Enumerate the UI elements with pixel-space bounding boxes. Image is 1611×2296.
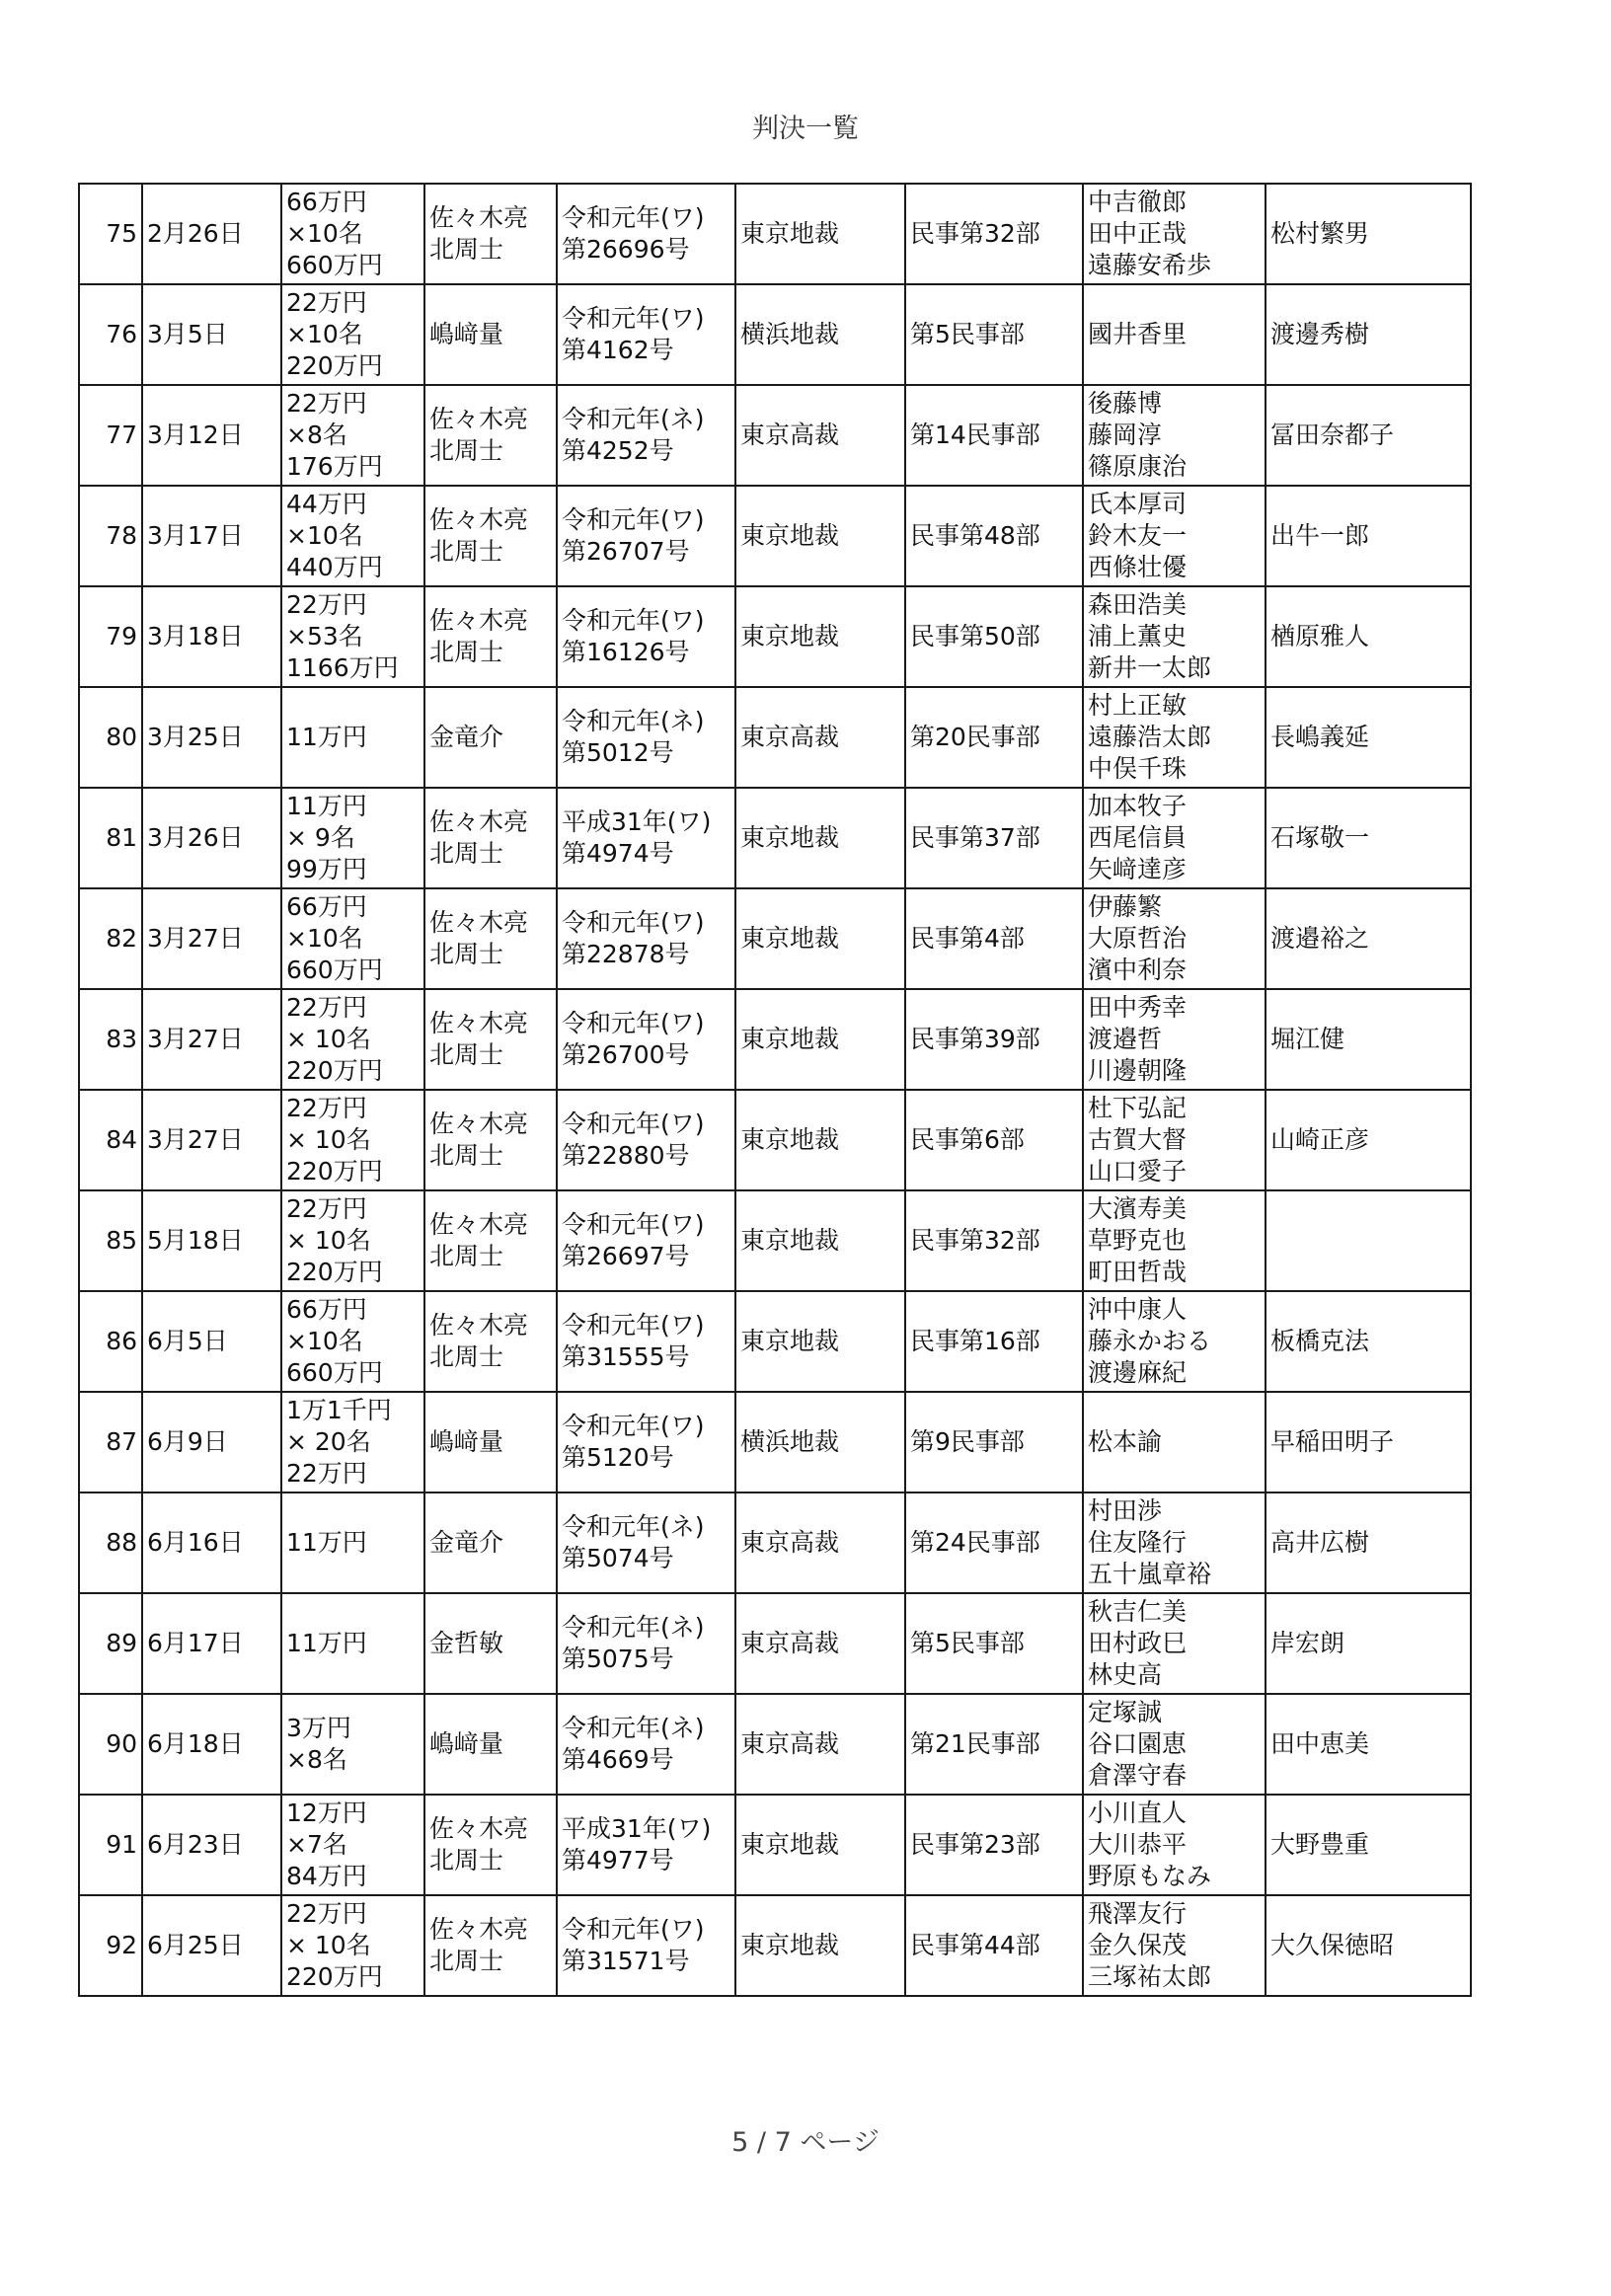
person-cell: 大野豊重 bbox=[1266, 1795, 1471, 1895]
division-cell: 第5民事部 bbox=[905, 1593, 1083, 1694]
attorney-cell: 佐々木亮 北周士 bbox=[424, 486, 557, 586]
table-row bbox=[79, 1593, 1471, 1694]
case-number-cell: 令和元年(ワ) 第26697号 bbox=[557, 1190, 735, 1291]
amount-cell: 22万円 ×53名 1166万円 bbox=[281, 586, 424, 687]
court-cell: 東京高裁 bbox=[735, 1694, 905, 1795]
table-row bbox=[79, 687, 1471, 788]
judges-cell: 森田浩美 浦上薫史 新井一太郎 bbox=[1083, 586, 1266, 687]
person-cell: 大久保徳昭 bbox=[1266, 1895, 1471, 1996]
row-number-cell: 75 bbox=[79, 184, 142, 284]
case-number-cell: 令和元年(ワ) 第26696号 bbox=[557, 184, 735, 284]
row-number-cell: 90 bbox=[79, 1694, 142, 1795]
amount-cell: 11万円 bbox=[281, 1492, 424, 1593]
row-number-cell: 81 bbox=[79, 788, 142, 888]
amount-cell: 22万円 ×8名 176万円 bbox=[281, 385, 424, 486]
court-cell: 東京地裁 bbox=[735, 888, 905, 989]
date-cell: 6月16日 bbox=[142, 1492, 281, 1593]
date-cell: 3月26日 bbox=[142, 788, 281, 888]
date-cell: 3月27日 bbox=[142, 989, 281, 1090]
amount-cell: 22万円 ×10名 220万円 bbox=[281, 284, 424, 385]
division-cell: 第20民事部 bbox=[905, 687, 1083, 788]
division-cell: 民事第37部 bbox=[905, 788, 1083, 888]
table-row bbox=[79, 184, 1471, 284]
division-cell: 第24民事部 bbox=[905, 1492, 1083, 1593]
table-row bbox=[79, 1190, 1471, 1291]
date-cell: 6月5日 bbox=[142, 1291, 281, 1392]
amount-cell: 1万1千円 × 20名 22万円 bbox=[281, 1392, 424, 1492]
attorney-cell: 佐々木亮 北周士 bbox=[424, 788, 557, 888]
judges-cell: 村田渉 住友隆行 五十嵐章裕 bbox=[1083, 1492, 1266, 1593]
judges-cell: 大濱寿美 草野克也 町田哲哉 bbox=[1083, 1190, 1266, 1291]
person-cell: 冨田奈都子 bbox=[1266, 385, 1471, 486]
court-cell: 東京地裁 bbox=[735, 486, 905, 586]
person-cell: 山崎正彦 bbox=[1266, 1090, 1471, 1190]
date-cell: 3月12日 bbox=[142, 385, 281, 486]
court-cell: 東京地裁 bbox=[735, 1291, 905, 1392]
division-cell: 民事第32部 bbox=[905, 1190, 1083, 1291]
court-cell: 東京地裁 bbox=[735, 1795, 905, 1895]
court-cell: 東京地裁 bbox=[735, 989, 905, 1090]
court-cell: 東京地裁 bbox=[735, 1090, 905, 1190]
person-cell: 堀江健 bbox=[1266, 989, 1471, 1090]
case-number-cell: 令和元年(ワ) 第31555号 bbox=[557, 1291, 735, 1392]
amount-cell: 66万円 ×10名 660万円 bbox=[281, 184, 424, 284]
court-cell: 東京地裁 bbox=[735, 586, 905, 687]
case-number-cell: 令和元年(ワ) 第22878号 bbox=[557, 888, 735, 989]
judges-cell: 沖中康人 藤永かおる 渡邊麻紀 bbox=[1083, 1291, 1266, 1392]
court-cell: 東京高裁 bbox=[735, 687, 905, 788]
row-number-cell: 85 bbox=[79, 1190, 142, 1291]
attorney-cell: 佐々木亮 北周士 bbox=[424, 1190, 557, 1291]
date-cell: 6月18日 bbox=[142, 1694, 281, 1795]
amount-cell: 22万円 × 10名 220万円 bbox=[281, 1190, 424, 1291]
date-cell: 3月27日 bbox=[142, 888, 281, 989]
table-row bbox=[79, 989, 1471, 1090]
attorney-cell: 佐々木亮 北周士 bbox=[424, 1291, 557, 1392]
division-cell: 民事第16部 bbox=[905, 1291, 1083, 1392]
attorney-cell: 佐々木亮 北周士 bbox=[424, 586, 557, 687]
row-number-cell: 76 bbox=[79, 284, 142, 385]
person-cell: 渡邊秀樹 bbox=[1266, 284, 1471, 385]
division-cell: 第9民事部 bbox=[905, 1392, 1083, 1492]
court-cell: 東京地裁 bbox=[735, 1190, 905, 1291]
attorney-cell: 佐々木亮 北周士 bbox=[424, 888, 557, 989]
judges-cell: 中吉徹郎 田中正哉 遠藤安希歩 bbox=[1083, 184, 1266, 284]
row-number-cell: 83 bbox=[79, 989, 142, 1090]
row-number-cell: 77 bbox=[79, 385, 142, 486]
case-number-cell: 令和元年(ネ) 第5012号 bbox=[557, 687, 735, 788]
table-row bbox=[79, 1392, 1471, 1492]
table-row bbox=[79, 385, 1471, 486]
case-number-cell: 令和元年(ネ) 第5075号 bbox=[557, 1593, 735, 1694]
amount-cell: 12万円 ×7名 84万円 bbox=[281, 1795, 424, 1895]
attorney-cell: 嶋﨑量 bbox=[424, 1694, 557, 1795]
case-number-cell: 令和元年(ワ) 第31571号 bbox=[557, 1895, 735, 1996]
amount-cell: 11万円 × 9名 99万円 bbox=[281, 788, 424, 888]
case-number-cell: 令和元年(ネ) 第4252号 bbox=[557, 385, 735, 486]
case-number-cell: 令和元年(ネ) 第4669号 bbox=[557, 1694, 735, 1795]
person-cell bbox=[1266, 1190, 1471, 1291]
table-row bbox=[79, 1291, 1471, 1392]
amount-cell: 66万円 ×10名 660万円 bbox=[281, 1291, 424, 1392]
case-number-cell: 令和元年(ネ) 第5074号 bbox=[557, 1492, 735, 1593]
judges-cell: 杜下弘記 古賀大督 山口愛子 bbox=[1083, 1090, 1266, 1190]
person-cell: 田中恵美 bbox=[1266, 1694, 1471, 1795]
person-cell: 早稲田明子 bbox=[1266, 1392, 1471, 1492]
attorney-cell: 嶋﨑量 bbox=[424, 1392, 557, 1492]
attorney-cell: 嶋﨑量 bbox=[424, 284, 557, 385]
date-cell: 6月9日 bbox=[142, 1392, 281, 1492]
amount-cell: 22万円 × 10名 220万円 bbox=[281, 989, 424, 1090]
division-cell: 民事第44部 bbox=[905, 1895, 1083, 1996]
date-cell: 3月25日 bbox=[142, 687, 281, 788]
court-cell: 東京地裁 bbox=[735, 788, 905, 888]
table-row bbox=[79, 788, 1471, 888]
row-number-cell: 89 bbox=[79, 1593, 142, 1694]
person-cell: 楢原雅人 bbox=[1266, 586, 1471, 687]
date-cell: 2月26日 bbox=[142, 184, 281, 284]
division-cell: 民事第39部 bbox=[905, 989, 1083, 1090]
attorney-cell: 佐々木亮 北周士 bbox=[424, 385, 557, 486]
row-number-cell: 78 bbox=[79, 486, 142, 586]
page-title: 判決一覧 bbox=[752, 114, 859, 144]
case-number-cell: 平成31年(ワ) 第4977号 bbox=[557, 1795, 735, 1895]
division-cell: 第14民事部 bbox=[905, 385, 1083, 486]
table-row bbox=[79, 1090, 1471, 1190]
division-cell: 民事第50部 bbox=[905, 586, 1083, 687]
attorney-cell: 佐々木亮 北周士 bbox=[424, 1795, 557, 1895]
amount-cell: 22万円 × 10名 220万円 bbox=[281, 1895, 424, 1996]
judges-cell: 後藤博 藤岡淳 篠原康治 bbox=[1083, 385, 1266, 486]
person-cell: 松村繁男 bbox=[1266, 184, 1471, 284]
date-cell: 3月18日 bbox=[142, 586, 281, 687]
row-number-cell: 88 bbox=[79, 1492, 142, 1593]
court-cell: 東京高裁 bbox=[735, 1492, 905, 1593]
row-number-cell: 80 bbox=[79, 687, 142, 788]
table-row bbox=[79, 1795, 1471, 1895]
table-row bbox=[79, 1895, 1471, 1996]
person-cell: 出牛一郎 bbox=[1266, 486, 1471, 586]
court-cell: 東京地裁 bbox=[735, 184, 905, 284]
table-row bbox=[79, 284, 1471, 385]
date-cell: 5月18日 bbox=[142, 1190, 281, 1291]
case-number-cell: 令和元年(ワ) 第4162号 bbox=[557, 284, 735, 385]
judges-cell: 伊藤繁 大原哲治 濱中利奈 bbox=[1083, 888, 1266, 989]
row-number-cell: 87 bbox=[79, 1392, 142, 1492]
amount-cell: 66万円 ×10名 660万円 bbox=[281, 888, 424, 989]
date-cell: 6月17日 bbox=[142, 1593, 281, 1694]
attorney-cell: 金哲敏 bbox=[424, 1593, 557, 1694]
amount-cell: 22万円 × 10名 220万円 bbox=[281, 1090, 424, 1190]
person-cell: 渡邉裕之 bbox=[1266, 888, 1471, 989]
table-row bbox=[79, 888, 1471, 989]
person-cell: 岸宏朗 bbox=[1266, 1593, 1471, 1694]
division-cell: 民事第4部 bbox=[905, 888, 1083, 989]
attorney-cell: 佐々木亮 北周士 bbox=[424, 989, 557, 1090]
case-number-cell: 令和元年(ワ) 第5120号 bbox=[557, 1392, 735, 1492]
judges-cell: 加本牧子 西尾信員 矢﨑達彦 bbox=[1083, 788, 1266, 888]
date-cell: 6月25日 bbox=[142, 1895, 281, 1996]
amount-cell: 3万円 ×8名 bbox=[281, 1694, 424, 1795]
case-number-cell: 令和元年(ワ) 第26700号 bbox=[557, 989, 735, 1090]
table-body bbox=[79, 184, 1471, 1996]
division-cell: 第5民事部 bbox=[905, 284, 1083, 385]
row-number-cell: 92 bbox=[79, 1895, 142, 1996]
judges-cell: 定塚誠 谷口園恵 倉澤守春 bbox=[1083, 1694, 1266, 1795]
table-row bbox=[79, 586, 1471, 687]
page-number: 5 / 7 ページ bbox=[731, 2127, 880, 2158]
case-number-cell: 令和元年(ワ) 第16126号 bbox=[557, 586, 735, 687]
judges-cell: 田中秀幸 渡邉哲 川邊朝隆 bbox=[1083, 989, 1266, 1090]
row-number-cell: 84 bbox=[79, 1090, 142, 1190]
row-number-cell: 86 bbox=[79, 1291, 142, 1392]
attorney-cell: 佐々木亮 北周士 bbox=[424, 1895, 557, 1996]
attorney-cell: 金竜介 bbox=[424, 687, 557, 788]
table-row bbox=[79, 1492, 1471, 1593]
amount-cell: 11万円 bbox=[281, 687, 424, 788]
case-number-cell: 平成31年(ワ) 第4974号 bbox=[557, 788, 735, 888]
judges-cell: 村上正敏 遠藤浩太郎 中俣千珠 bbox=[1083, 687, 1266, 788]
court-cell: 東京高裁 bbox=[735, 1593, 905, 1694]
court-cell: 東京地裁 bbox=[735, 1895, 905, 1996]
judges-cell: 小川直人 大川恭平 野原もなみ bbox=[1083, 1795, 1266, 1895]
table-row bbox=[79, 1694, 1471, 1795]
court-cell: 東京高裁 bbox=[735, 385, 905, 486]
row-number-cell: 79 bbox=[79, 586, 142, 687]
amount-cell: 44万円 ×10名 440万円 bbox=[281, 486, 424, 586]
division-cell: 民事第23部 bbox=[905, 1795, 1083, 1895]
attorney-cell: 佐々木亮 北周士 bbox=[424, 1090, 557, 1190]
judges-cell: 松本諭 bbox=[1083, 1392, 1266, 1492]
judges-cell: 飛澤友行 金久保茂 三塚祐太郎 bbox=[1083, 1895, 1266, 1996]
case-number-cell: 令和元年(ワ) 第26707号 bbox=[557, 486, 735, 586]
division-cell: 民事第32部 bbox=[905, 184, 1083, 284]
division-cell: 第21民事部 bbox=[905, 1694, 1083, 1795]
date-cell: 6月23日 bbox=[142, 1795, 281, 1895]
attorney-cell: 金竜介 bbox=[424, 1492, 557, 1593]
person-cell: 高井広樹 bbox=[1266, 1492, 1471, 1593]
court-cell: 横浜地裁 bbox=[735, 284, 905, 385]
rulings-table bbox=[78, 183, 1472, 1997]
person-cell: 長嶋義延 bbox=[1266, 687, 1471, 788]
person-cell: 板橋克法 bbox=[1266, 1291, 1471, 1392]
court-cell: 横浜地裁 bbox=[735, 1392, 905, 1492]
amount-cell: 11万円 bbox=[281, 1593, 424, 1694]
table-row bbox=[79, 486, 1471, 586]
judges-cell: 秋吉仁美 田村政巳 林史高 bbox=[1083, 1593, 1266, 1694]
case-number-cell: 令和元年(ワ) 第22880号 bbox=[557, 1090, 735, 1190]
division-cell: 民事第48部 bbox=[905, 486, 1083, 586]
judges-cell: 國井香里 bbox=[1083, 284, 1266, 385]
date-cell: 3月27日 bbox=[142, 1090, 281, 1190]
division-cell: 民事第6部 bbox=[905, 1090, 1083, 1190]
judges-cell: 氏本厚司 鈴木友一 西條壮優 bbox=[1083, 486, 1266, 586]
row-number-cell: 91 bbox=[79, 1795, 142, 1895]
row-number-cell: 82 bbox=[79, 888, 142, 989]
attorney-cell: 佐々木亮 北周士 bbox=[424, 184, 557, 284]
date-cell: 3月5日 bbox=[142, 284, 281, 385]
person-cell: 石塚敬一 bbox=[1266, 788, 1471, 888]
date-cell: 3月17日 bbox=[142, 486, 281, 586]
